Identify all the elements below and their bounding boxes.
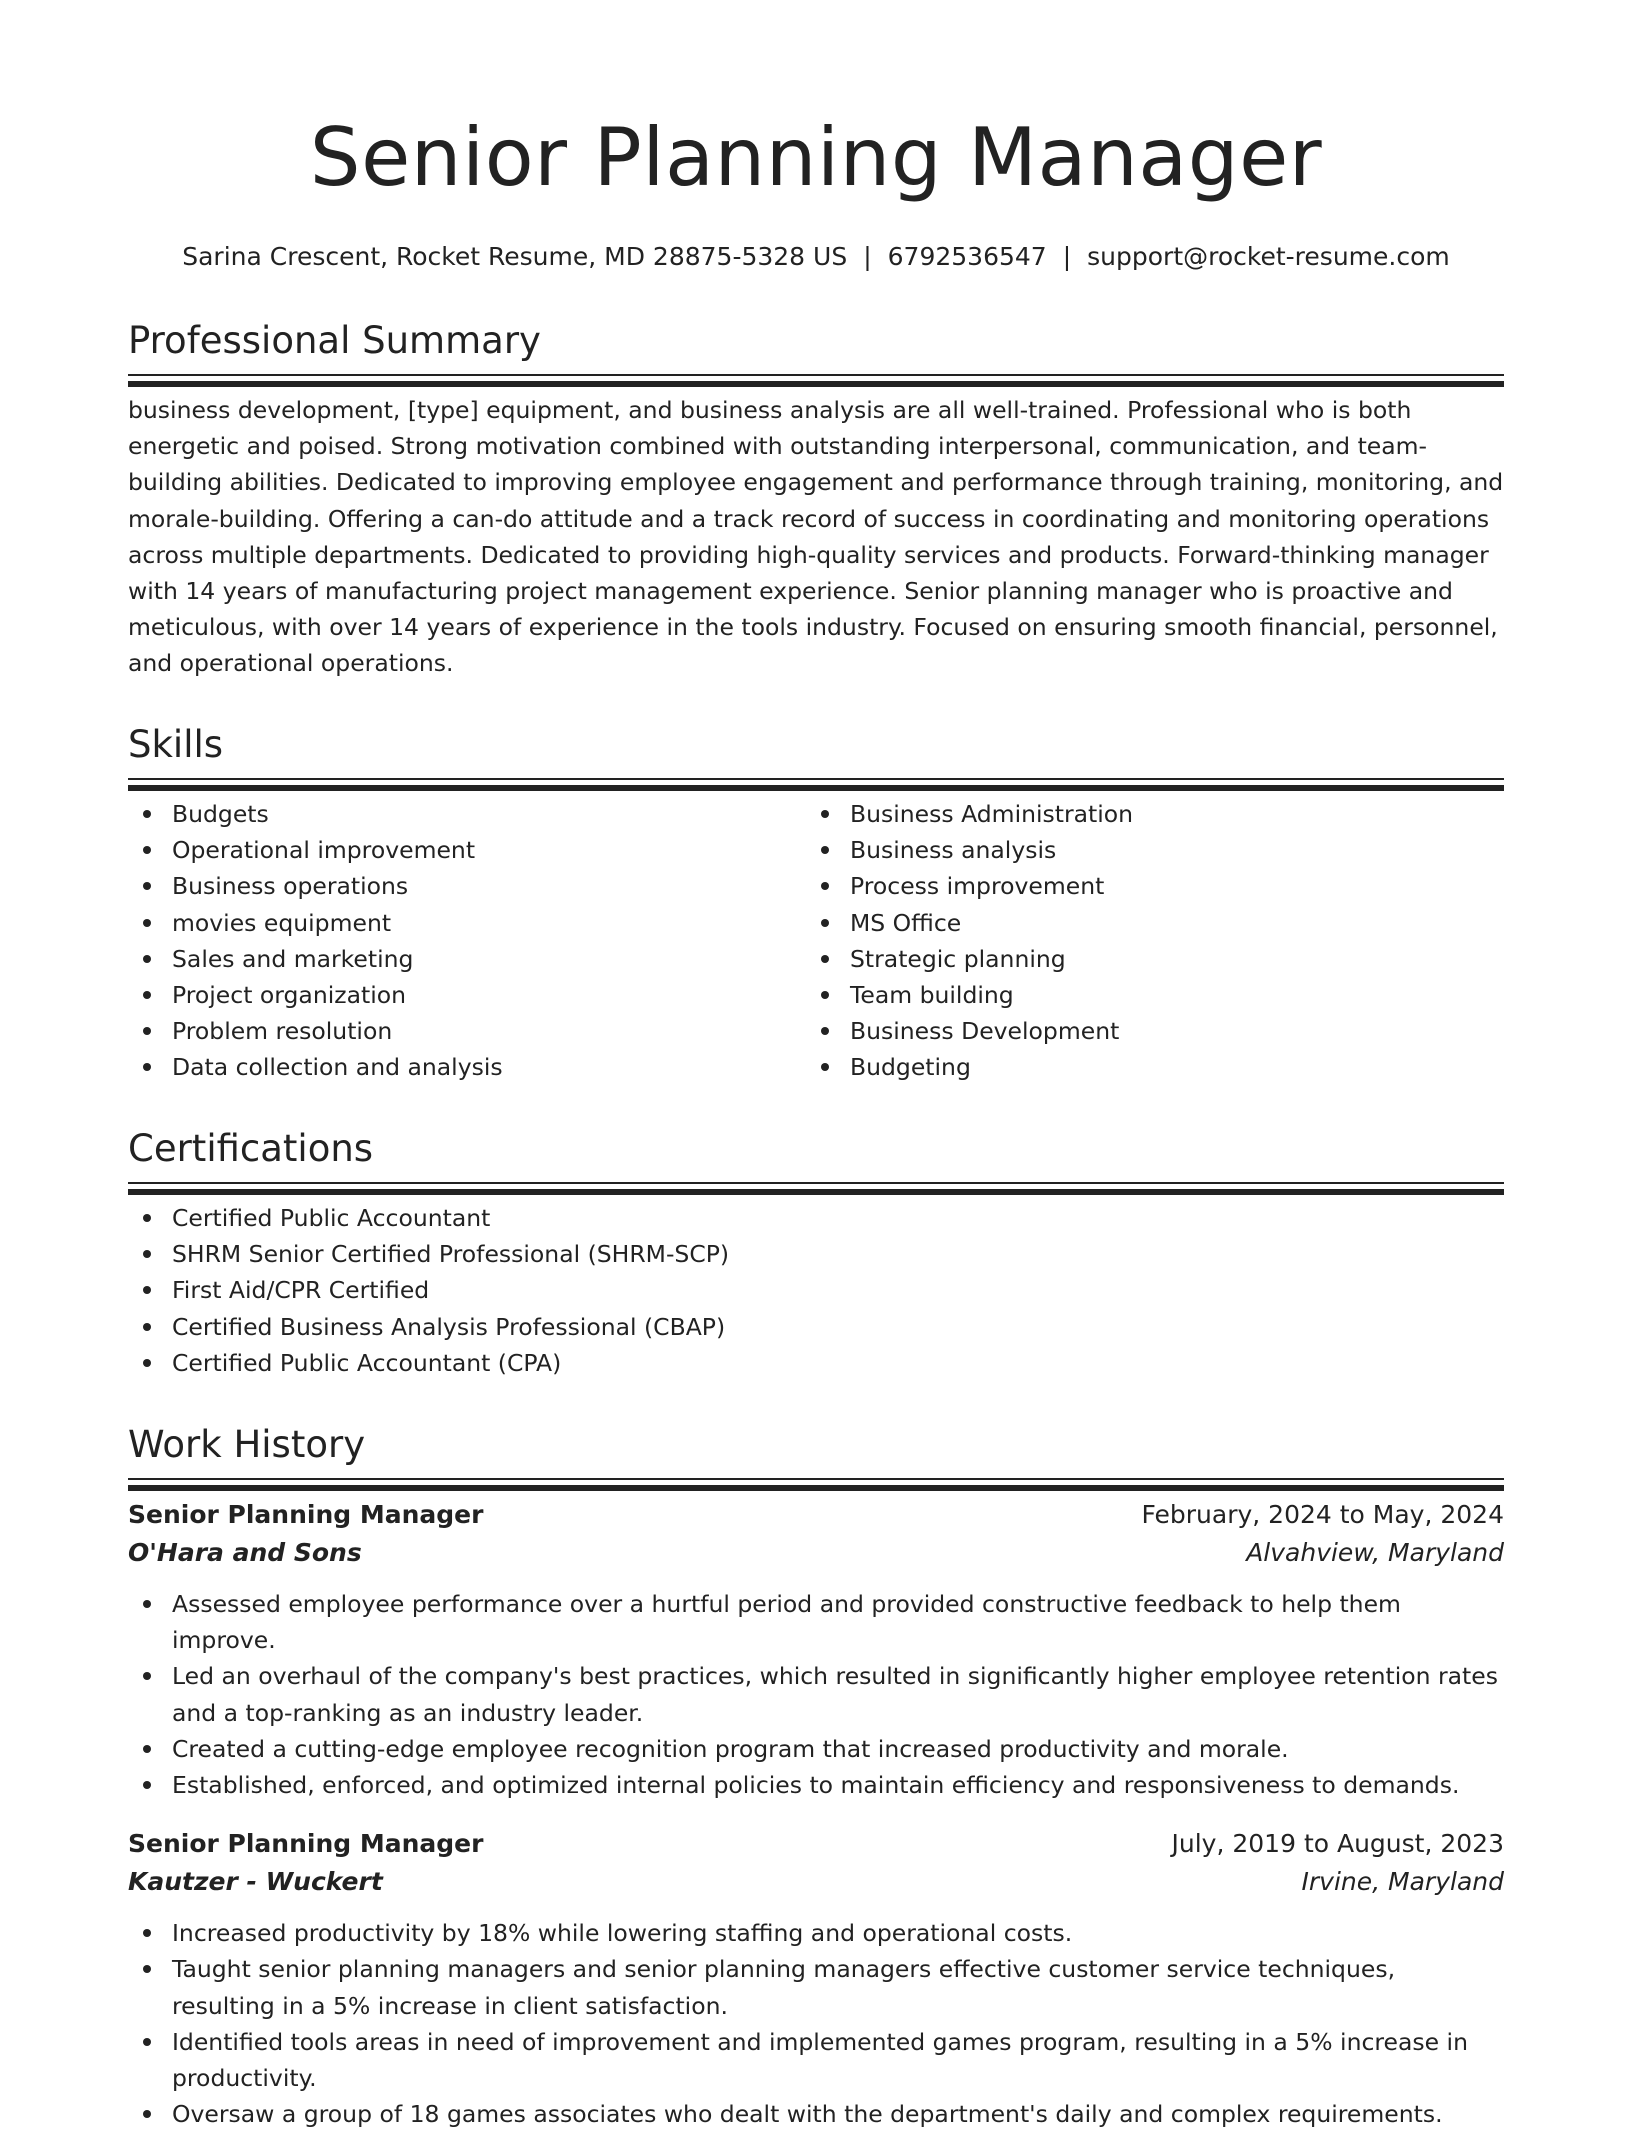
job-bullets bbox=[128, 1586, 1504, 1803]
bullet-icon bbox=[821, 955, 829, 963]
contact-separator: | bbox=[863, 242, 872, 271]
bullet-icon bbox=[143, 1600, 151, 1608]
summary-heading: Professional Summary bbox=[128, 319, 541, 362]
list-item bbox=[806, 977, 1484, 1013]
list-item bbox=[128, 1272, 1504, 1308]
bullet-icon bbox=[143, 810, 151, 818]
skill-label: Business operations bbox=[172, 872, 409, 901]
skill-label: Data collection and analysis bbox=[172, 1053, 503, 1082]
summary-section bbox=[128, 318, 1504, 682]
bullet-icon bbox=[821, 991, 829, 999]
skill-label: Problem resolution bbox=[172, 1017, 393, 1046]
skill-label: Team building bbox=[850, 981, 1014, 1010]
bullet-icon bbox=[821, 1063, 829, 1071]
contact-separator: | bbox=[1062, 242, 1072, 271]
list-item bbox=[128, 1013, 806, 1049]
bullet-icon bbox=[143, 2110, 151, 2118]
list-item bbox=[806, 941, 1484, 977]
job-title: Senior Planning Manager bbox=[128, 1500, 484, 1529]
list-item bbox=[128, 1586, 1504, 1658]
bullet-icon bbox=[821, 810, 829, 818]
job-subheader bbox=[128, 1863, 1504, 1901]
bullet-icon bbox=[143, 1965, 151, 1973]
skill-label: Budgets bbox=[172, 800, 269, 828]
job-title: Senior Planning Manager bbox=[128, 1829, 484, 1859]
bullet-icon bbox=[143, 1745, 151, 1753]
job-bullet-text: Established, enforced, and optimized internal policies to maintain efficiency and responsiveness to demands. bbox=[172, 1771, 1460, 1800]
job-header bbox=[128, 1825, 1504, 1863]
certification-label: SHRM Senior Certified Professional (SHRM-SCP) bbox=[172, 1240, 730, 1269]
list-item bbox=[128, 868, 806, 904]
bullet-icon bbox=[143, 1250, 151, 1258]
bullet-icon bbox=[143, 1781, 151, 1789]
skill-label: Strategic planning bbox=[850, 944, 1066, 973]
bullet-icon bbox=[143, 1672, 151, 1680]
skill-label: Business analysis bbox=[850, 836, 1057, 865]
bullet-icon bbox=[143, 2038, 151, 2046]
certification-label: Certified Public Accountant bbox=[172, 1204, 491, 1232]
list-item bbox=[806, 796, 1484, 832]
bullet-icon bbox=[143, 955, 151, 963]
job-bullet-text: Assessed employee performance over a hurtful period and provided constructive feedback to help them improve. bbox=[172, 1590, 1401, 1655]
certification-label: First Aid/CPR Certified bbox=[172, 1276, 430, 1305]
list-item bbox=[128, 1767, 1504, 1803]
job-bullet-text: Led an overhaul of the company's best practices, which resulted in significantly higher employee retention rates and a top-ranking as an industry leader. bbox=[172, 1662, 1498, 1727]
section-divider bbox=[128, 778, 1504, 780]
list-item bbox=[128, 2096, 1504, 2132]
list-item bbox=[128, 1731, 1504, 1767]
bullet-icon bbox=[143, 1359, 151, 1367]
list-item bbox=[806, 868, 1484, 904]
list-item bbox=[128, 1236, 1504, 1272]
skill-label: Process improvement bbox=[850, 872, 1105, 901]
bullet-icon bbox=[143, 1286, 151, 1294]
section-divider bbox=[128, 374, 1504, 376]
bullet-icon bbox=[821, 1027, 829, 1035]
job-location: Irvine, Maryland bbox=[1301, 1867, 1504, 1897]
skills-columns bbox=[128, 796, 1504, 1086]
skill-label: Project organization bbox=[172, 981, 406, 1010]
job-location: Alvahview, Maryland bbox=[1246, 1538, 1504, 1567]
list-item bbox=[128, 941, 806, 977]
list-item bbox=[128, 1915, 1504, 1951]
job-bullet-text: Increased productivity by 18% while lowering staffing and operational costs. bbox=[172, 1919, 1073, 1948]
list-item bbox=[806, 1049, 1484, 1085]
list-item bbox=[806, 905, 1484, 941]
skill-label: Budgeting bbox=[850, 1053, 971, 1082]
skill-label: Business Administration bbox=[850, 800, 1134, 828]
job-bullet-text: Oversaw a group of 18 games associates who dealt with the department's daily and complex requirements. bbox=[172, 2100, 1443, 2129]
certifications-section bbox=[128, 1126, 1504, 1381]
work-history-section bbox=[128, 1422, 1504, 2132]
bullet-icon bbox=[821, 919, 829, 927]
skill-label: Sales and marketing bbox=[172, 944, 414, 973]
list-item bbox=[128, 1049, 806, 1085]
skill-label: Operational improvement bbox=[172, 836, 476, 865]
list-item bbox=[806, 832, 1484, 868]
job-company: O'Hara and Sons bbox=[128, 1538, 362, 1567]
bullet-icon bbox=[821, 882, 829, 890]
job-entry bbox=[128, 1496, 1504, 1803]
skill-label: movies equipment bbox=[172, 908, 392, 937]
list-item bbox=[128, 1309, 1504, 1345]
bullet-icon bbox=[143, 1323, 151, 1331]
bullet-icon bbox=[143, 1063, 151, 1071]
list-item bbox=[128, 2024, 1504, 2096]
bullet-icon bbox=[821, 846, 829, 854]
certifications-heading: Certifications bbox=[128, 1127, 374, 1170]
bullet-icon bbox=[143, 882, 151, 890]
certification-label: Certified Public Accountant (CPA) bbox=[172, 1348, 562, 1377]
bullet-icon bbox=[143, 919, 151, 927]
job-bullet-text: Identified tools areas in need of improvement and implemented games program, resulting in a 5% increase in productivity. bbox=[172, 2027, 1468, 2093]
list-item bbox=[128, 796, 806, 832]
skills-section bbox=[128, 722, 1504, 1086]
job-entry bbox=[128, 1825, 1504, 2132]
list-item bbox=[128, 977, 806, 1013]
contact-line bbox=[128, 241, 1504, 273]
section-divider bbox=[128, 1182, 1504, 1184]
job-bullet-text: Created a cutting-edge employee recognition program that increased productivity and morale. bbox=[172, 1734, 1289, 1763]
list-item bbox=[128, 1345, 1504, 1381]
page-title: Senior Planning Manager bbox=[309, 111, 1323, 204]
contact-address: Sarina Crescent, Rocket Resume, MD 28875-5328 US bbox=[182, 242, 848, 271]
certification-label: Certified Business Analysis Professional (CBAP) bbox=[172, 1312, 726, 1341]
contact-phone: 6792536547 bbox=[887, 242, 1047, 271]
skill-label: Business Development bbox=[850, 1017, 1120, 1046]
job-dates: February, 2024 to May, 2024 bbox=[1141, 1500, 1504, 1529]
list-item bbox=[128, 1658, 1504, 1730]
list-item bbox=[128, 1200, 1504, 1236]
certifications-list bbox=[128, 1200, 1504, 1381]
section-divider bbox=[128, 1478, 1504, 1480]
list-item bbox=[128, 1951, 1504, 2023]
list-item bbox=[128, 832, 806, 868]
job-subheader bbox=[128, 1534, 1504, 1572]
bullet-icon bbox=[143, 1929, 151, 1937]
job-dates: July, 2019 to August, 2023 bbox=[1171, 1829, 1504, 1859]
job-bullet-text: Taught senior planning managers and senior planning managers effective customer service techniques, resulting in a 5% increase in client satisfaction. bbox=[172, 1955, 1396, 2020]
list-item bbox=[128, 905, 806, 941]
skills-heading: Skills bbox=[128, 723, 224, 766]
skills-list-right bbox=[806, 796, 1484, 1086]
bullet-icon bbox=[143, 991, 151, 999]
job-company: Kautzer - Wuckert bbox=[128, 1867, 383, 1897]
skills-list-left bbox=[128, 796, 806, 1086]
job-bullets bbox=[128, 1915, 1504, 2132]
work-history-heading: Work History bbox=[128, 1423, 366, 1466]
list-item bbox=[806, 1013, 1484, 1049]
bullet-icon bbox=[143, 846, 151, 854]
bullet-icon bbox=[143, 1027, 151, 1035]
bullet-icon bbox=[143, 1214, 151, 1222]
contact-email: support@rocket-resume.com bbox=[1087, 242, 1450, 271]
skill-label: MS Office bbox=[850, 908, 962, 937]
summary-text: business development, [type] equipment, and business analysis are all well-trained. Professional who is both energetic and poised. Strong motivation combined with outstanding interpersonal, communication, and team-building abilities. Dedicated to improving employee engagement and performance through training, monitoring, and morale-building. Offering a can-do attitude and a track record of success in coordinating and monitoring operations across multiple departments. Dedicated to providing high-quality services and products. Forward-thinking manager with 14 years of manufacturing project management experience. Senior planning manager who is proactive and meticulous, with over 14 years of experience in the tools industry. Focused on ensuring smooth financial, personnel, and operational operations. bbox=[128, 396, 1504, 678]
job-header bbox=[128, 1496, 1504, 1534]
